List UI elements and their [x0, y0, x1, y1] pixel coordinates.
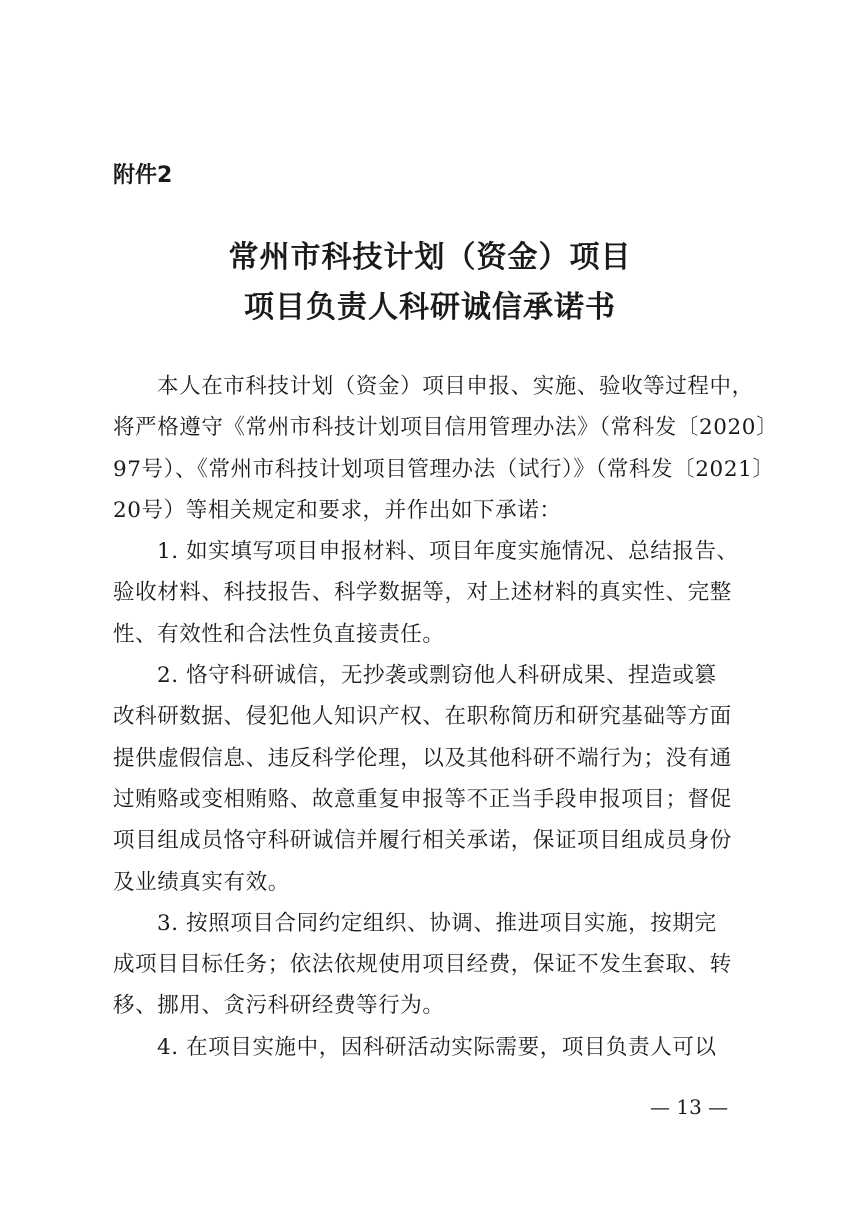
paragraph-line: 成项目目标任务；依法依规使用项目经费，保证不发生套取、转 [113, 952, 732, 978]
paragraph-line: 97号）、《常州市科技计划项目管理办法（试行）》（常科发〔2021〕 [113, 456, 775, 482]
page-number: — 13 — [650, 1095, 729, 1119]
paragraph-line: 提供虚假信息、违反科学伦理，以及其他科研不端行为；没有通 [113, 745, 732, 771]
paragraph-line: 2. 恪守科研诚信，无抄袭或剽窃他人科研成果、捏造或篡 [157, 663, 717, 689]
paragraph-commitment-2 [113, 655, 749, 903]
paragraph-line: 及业绩真实有效。 [113, 869, 290, 895]
paragraph-intro [113, 366, 779, 531]
paragraph-line: 本人在市科技计划（资金）项目申报、实施、验收等过程中， [157, 374, 754, 399]
document-title-line-2: 项目负责人科研诚信承诺书 [244, 290, 616, 325]
commitment-body [113, 366, 779, 1068]
paragraph-line: 4. 在项目实施中，因科研活动实际需要，项目负责人可以 [157, 1034, 717, 1060]
paragraph-line: 1. 如实填写项目申报材料、项目年度实施情况、总结报告、 [157, 539, 739, 565]
paragraph-line: 改科研数据、侵犯他人知识产权、在职称简历和研究基础等方面 [113, 704, 732, 730]
paragraph-line: 性、有效性和合法性负直接责任。 [113, 621, 445, 647]
paragraph-commitment-1 [113, 531, 749, 655]
paragraph-line: 项目组成员恪守科研诚信并履行相关承诺，保证项目组成员身份 [113, 828, 732, 854]
paragraph-line: 20号）等相关规定和要求，并作出如下承诺： [113, 497, 562, 523]
paragraph-line: 验收材料、科技报告、科学数据等，对上述材料的真实性、完整 [113, 580, 732, 606]
paragraph-line: 将严格遵守《常州市科技计划项目信用管理办法》（常科发〔2020〕 [113, 415, 779, 441]
paragraph-line: 移、挪用、贪污科研经费等行为。 [113, 993, 445, 1019]
document-title-line-1: 常州市科技计划（资金）项目 [228, 240, 632, 275]
paragraph-line: 3. 按照项目合同约定组织、协调、推进项目实施，按期完 [157, 910, 717, 936]
paragraph-line: 过贿赂或变相贿赂、故意重复申报等不正当手段申报项目；督促 [113, 786, 732, 812]
attachment-label: 附件2 [113, 163, 173, 188]
paragraph-commitment-4 [113, 1027, 749, 1068]
paragraph-commitment-3 [113, 903, 749, 1027]
